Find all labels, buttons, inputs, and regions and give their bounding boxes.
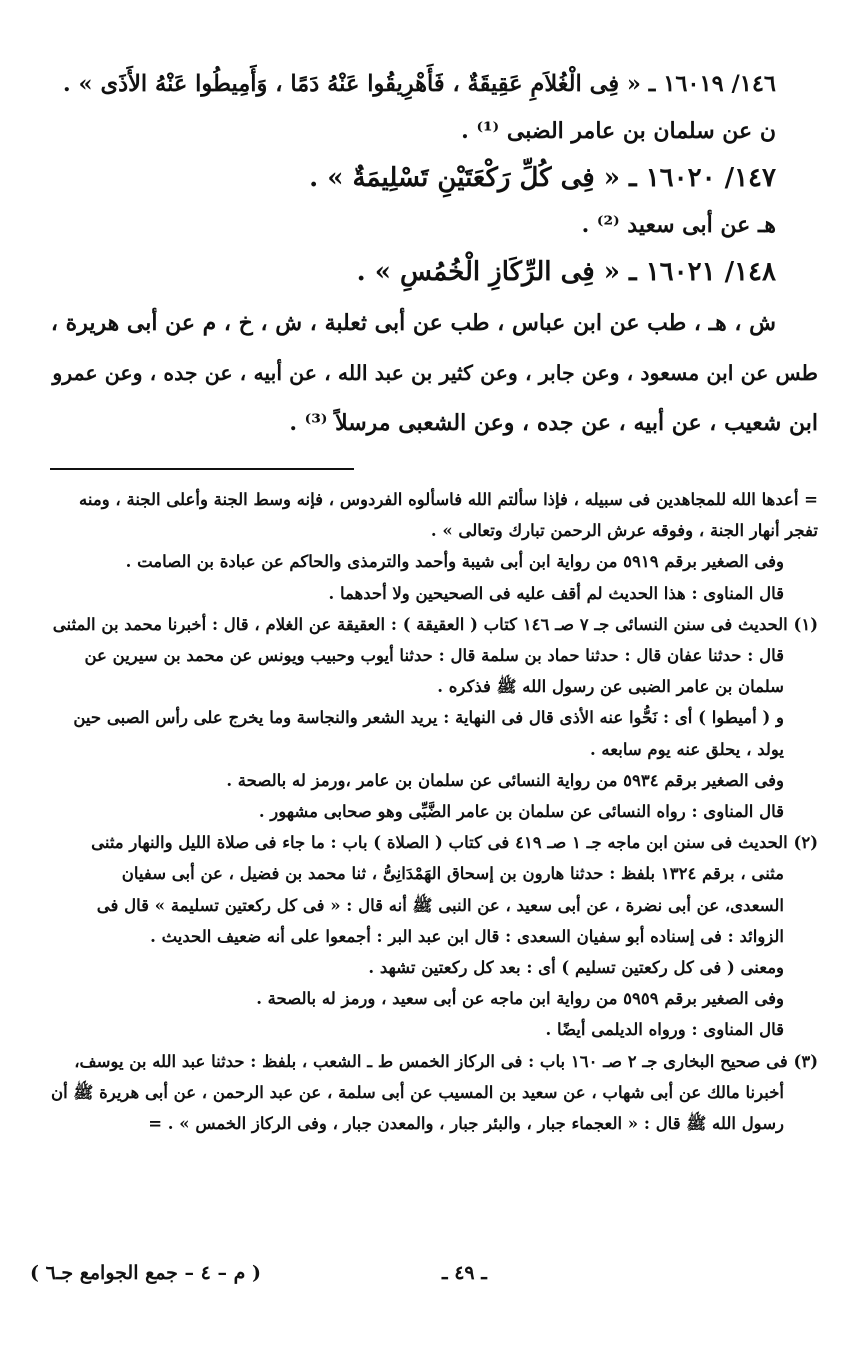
main-text (50, 60, 818, 448)
footnote-line: = أعدها الله للمجاهدين فى سبيله ، فإذا سألتم الله فاسألوه الفردوس ، فإنه وسط الجنة وأعلى الجنة ، ومنه (79, 490, 818, 509)
footnote-line: رسول الله ﷺ قال : « العجماء جبار ، والبئر جبار ، والمعدن جبار ، وفى الركاز الخمس » . = (148, 1114, 784, 1134)
footnote-line: ومعنى ( فى كل ركعتين تسليم ) أى : بعد كل ركعتين تشهد . (368, 958, 784, 978)
footnote-line: و ( أميطوا ) أى : نَحُّوا عنه الأذى قال فى النهاية : يريد الشعر والنجاسة وما يخرج على رأس الصبى حين (73, 708, 784, 728)
hadith-147-source: هـ عن أبى سعيد ⁽²⁾ . (581, 212, 776, 238)
sources-line: ابن شعيب ، عن أبيه ، عن جده ، وعن الشعبى مرسلاً ⁽³⁾ . (289, 410, 818, 436)
hadith-146: ١٤٦/ ١٦٠١٩ ـ « فِى الْغُلاَمِ عَقِيقَةٌ ، فَأَهْرِيقُوا عَنْهُ دَمًا ، وَأَمِيطُوا عَنْهُ الأَذَى » . (62, 71, 776, 97)
footnote-3-start: (٣) فى صحيح البخارى جـ ٢ صـ ١٦٠ باب : فى الركاز الخمس ط ـ الشعب ، بلفظ : حدثنا عبد الله بن يوسف، (74, 1051, 818, 1071)
footnote-2-start: (٢) الحديث فى سنن ابن ماجه جـ ١ صـ ٤١٩ فى كتاب ( الصلاة ) باب : ما جاء فى صلاة الليل والنهار مثنى (91, 833, 818, 853)
footnote-line: السعدى، عن أبى نضرة ، عن أبى سعيد ، عن النبى ﷺ أنه قال : « فى كل ركعتين تسليمة » قال فى (96, 895, 784, 915)
footnote-line: وفى الصغير برقم ٥٩٣٤ من رواية النسائى عن سلمان بن عامر ،ورمز له بالصحة . (226, 770, 784, 790)
footnote-divider (50, 468, 354, 470)
footnote-line: يولد ، يحلق عنه يوم سابعه . (589, 739, 784, 759)
hadith-147: ١٤٧/ ١٦٠٢٠ ـ « فِى كُلِّ رَكْعَتَيْنِ تَسْلِيمَةٌ » . (309, 163, 776, 193)
footnote-line: قال المناوى : ورواه الديلمى أيضًا . (545, 1020, 784, 1040)
signature-mark: ( م – ٤ – جمع الجوامع جـ٦ ) (30, 1262, 261, 1284)
sources-line: طس عن ابن مسعود ، وعن جابر ، وعن كثير بن عبد الله ، عن أبيه ، عن جده ، وعن عمرو (52, 361, 818, 385)
hadith-148-sources (50, 298, 818, 448)
footnote-line: قال المناوى : هذا الحديث لم أقف عليه فى الصحيحين ولا أحدهما . (328, 583, 784, 603)
footnote-line: مثنى ، برقم ١٣٢٤ بلفظ : حدثنا هارون بن إسحاق الهَمْدَانِىُّ ، ثنا محمد بن فضيل ، عن أبى سفيان (121, 864, 784, 884)
footnote-line: قال : حدثنا عفان قال : حدثنا حماد بن سلمة قال : حدثنا أيوب وحبيب ويونس عن محمد بن سيرين عن (84, 646, 784, 666)
footnote-line: الزوائد : فى إسناده أبو سفيان السعدى : قال ابن عبد البر : أجمعوا على أنه ضعيف الحديث . (150, 926, 784, 946)
sources-line: ش ، هـ ، طب عن ابن عباس ، طب عن أبى ثعلبة ، ش ، خ ، م عن أبى هريرة ، (50, 310, 776, 336)
hadith-146-source: ن عن سلمان بن عامر الضبى ⁽¹⁾ . (461, 118, 776, 144)
hadith-148: ١٤٨/ ١٦٠٢١ ـ « فِى الرِّكَازِ الْخُمُسِ » . (356, 257, 776, 287)
footnote-line: سلمان بن عامر الضبى عن رسول الله ﷺ فذكره . (437, 677, 784, 697)
page-footer (30, 1262, 818, 1292)
footnote-line: تفجر أنهار الجنة ، وفوقه عرش الرحمن تبارك وتعالى » . (430, 521, 818, 541)
footnotes (50, 484, 818, 1139)
footnote-1-start: (١) الحديث فى سنن النسائى جـ ٧ صـ ١٤٦ كتاب ( العقيقة ) : العقيقة عن الغلام ، قال : أخبرنا محمد بن المثنى (52, 614, 818, 634)
footnote-line: أخبرنا مالك عن أبى شهاب ، عن سعيد بن المسيب عن أبى سلمة ، عن عبد الرحمن ، عن أبى هريرة ﷺ أن (50, 1082, 784, 1102)
footnote-line: وفى الصغير برقم ٥٩٥٩ من رواية ابن ماجه عن أبى سعيد ، ورمز له بالصحة . (256, 989, 784, 1009)
footnote-line: وفى الصغير برقم ٥٩١٩ من رواية ابن أبى شيبة وأحمد والترمذى والحاكم عن عبادة بن الصامت . (125, 552, 784, 572)
page-number: ـ ٤٩ ـ (442, 1262, 487, 1284)
footnote-line: قال المناوى : رواه النسائى عن سلمان بن عامر الضَّبِّى وهو صحابى مشهور . (258, 802, 784, 822)
